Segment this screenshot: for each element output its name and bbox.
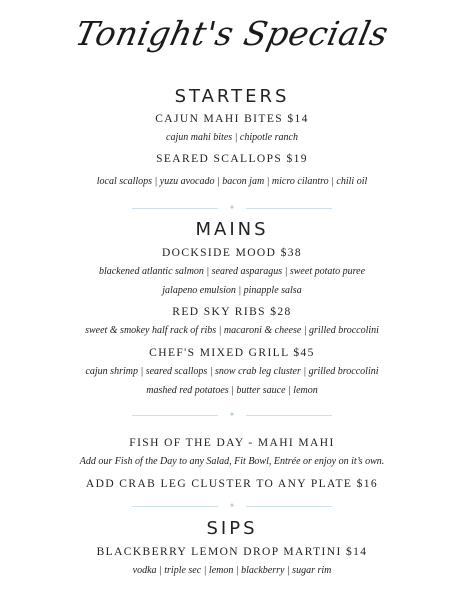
menu-item-description: local scallops | yuzu avocado | bacon jam | micro cilantro | chili oil xyxy=(96,176,368,187)
section-divider xyxy=(132,204,332,212)
divider-line xyxy=(132,208,218,209)
divider-line xyxy=(132,415,218,416)
menu-item-description: sweet & smokey half rack of ribs | macaroni & cheese | grilled broccolini xyxy=(85,325,379,336)
divider-line xyxy=(246,208,332,209)
divider-line xyxy=(132,506,218,507)
add-on-offer: ADD CRAB LEG CLUSTER TO ANY PLATE $16 xyxy=(85,478,379,490)
menu-item-name: SEARED SCALLOPS $19 xyxy=(156,153,308,165)
menu-item-description: jalapeno emulsion | pinapple salsa xyxy=(162,285,302,296)
divider-line xyxy=(246,506,332,507)
menu-item-name: DOCKSIDE MOOD $38 xyxy=(161,247,303,259)
sips-heading: SIPS xyxy=(206,518,258,539)
menu-item-name: CHEF'S MIXED GRILL $45 xyxy=(149,347,315,359)
menu-title: Tonight's Specials xyxy=(71,14,393,53)
menu-item-name: RED SKY RIBS $28 xyxy=(172,306,292,318)
divider-line xyxy=(246,415,332,416)
starters-heading: STARTERS xyxy=(174,86,290,107)
mains-heading: MAINS xyxy=(195,219,269,240)
menu-item-name: CAJUN MAHI BITES $14 xyxy=(155,113,309,125)
fish-of-day-description: Add our Fish of the Day to any Salad, Fit Bowl, Entrée or enjoy on it’s own. xyxy=(79,456,385,467)
sparkle-icon: ✦ xyxy=(228,501,236,510)
menu-item-description: cajun mahi bites | chipotle ranch xyxy=(166,132,298,143)
section-divider xyxy=(132,411,332,419)
menu-item-name: BLACKBERRY LEMON DROP MARTINI $14 xyxy=(96,546,368,558)
menu-item-description: mashed red potatoes | butter sauce | lemon xyxy=(146,385,318,396)
fish-of-day-heading: FISH OF THE DAY - MAHI MAHI xyxy=(129,437,335,449)
section-divider xyxy=(132,502,332,510)
sparkle-icon: ✦ xyxy=(228,410,236,419)
menu-item-description: blackened atlantic salmon | seared asparagus | sweet potato puree xyxy=(98,266,366,277)
sparkle-icon: ✦ xyxy=(228,203,236,212)
menu-item-description: cajun shrimp | seared scallops | snow crab leg cluster | grilled broccolini xyxy=(85,366,379,377)
menu-item-description: vodka | triple sec | lemon | blackberry | sugar rim xyxy=(132,565,332,576)
